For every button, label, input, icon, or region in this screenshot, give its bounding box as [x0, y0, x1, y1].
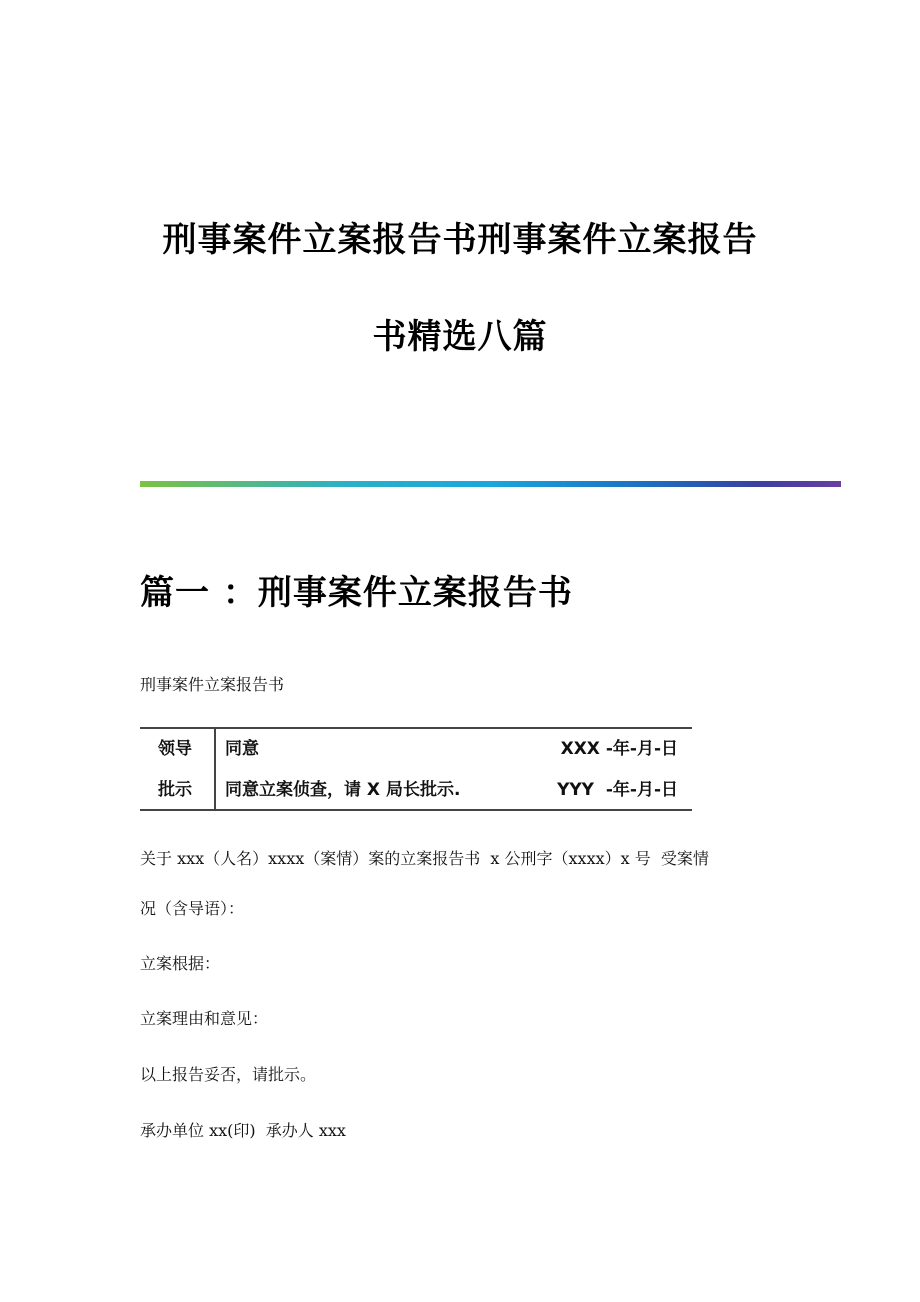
paragraph-unit: 承办单位 xx(印) 承办人 xxx: [140, 1121, 346, 1140]
table-divider: [214, 729, 216, 809]
section-heading: 篇一 ：刑事案件立案报告书: [140, 573, 573, 613]
table-label-instruction: 批示: [158, 780, 192, 800]
approval-table: [140, 727, 692, 811]
table-content-agree: 同意: [225, 739, 259, 759]
table-date-1: XXX -年-月-日: [560, 739, 678, 759]
paragraph-about-line-2: 况（含导语）：: [140, 899, 245, 918]
paragraph-reason: 立案理由和意见：: [140, 1009, 269, 1028]
paragraph-request: 以上报告妥否，请批示。: [140, 1065, 317, 1084]
section-subtitle: 刑事案件立案报告书: [140, 675, 285, 694]
gradient-divider: [140, 481, 841, 487]
paragraph-about-line-1: 关于 xxx（人名）xxxx（案情）案的立案报告书 x 公刑字（xxxx）x 号 受案情: [140, 849, 709, 868]
table-content-instruction: 同意立案侦查，请 X 局长批示.: [225, 780, 461, 800]
document-title-line-2: 书精选八篇: [372, 317, 548, 357]
document-title-line-1: 刑事案件立案报告书刑事案件立案报告: [162, 220, 758, 260]
table-label-leader: 领导: [158, 739, 192, 759]
paragraph-basis: 立案根据：: [140, 954, 221, 973]
table-date-2: YYY -年-月-日: [557, 780, 678, 800]
